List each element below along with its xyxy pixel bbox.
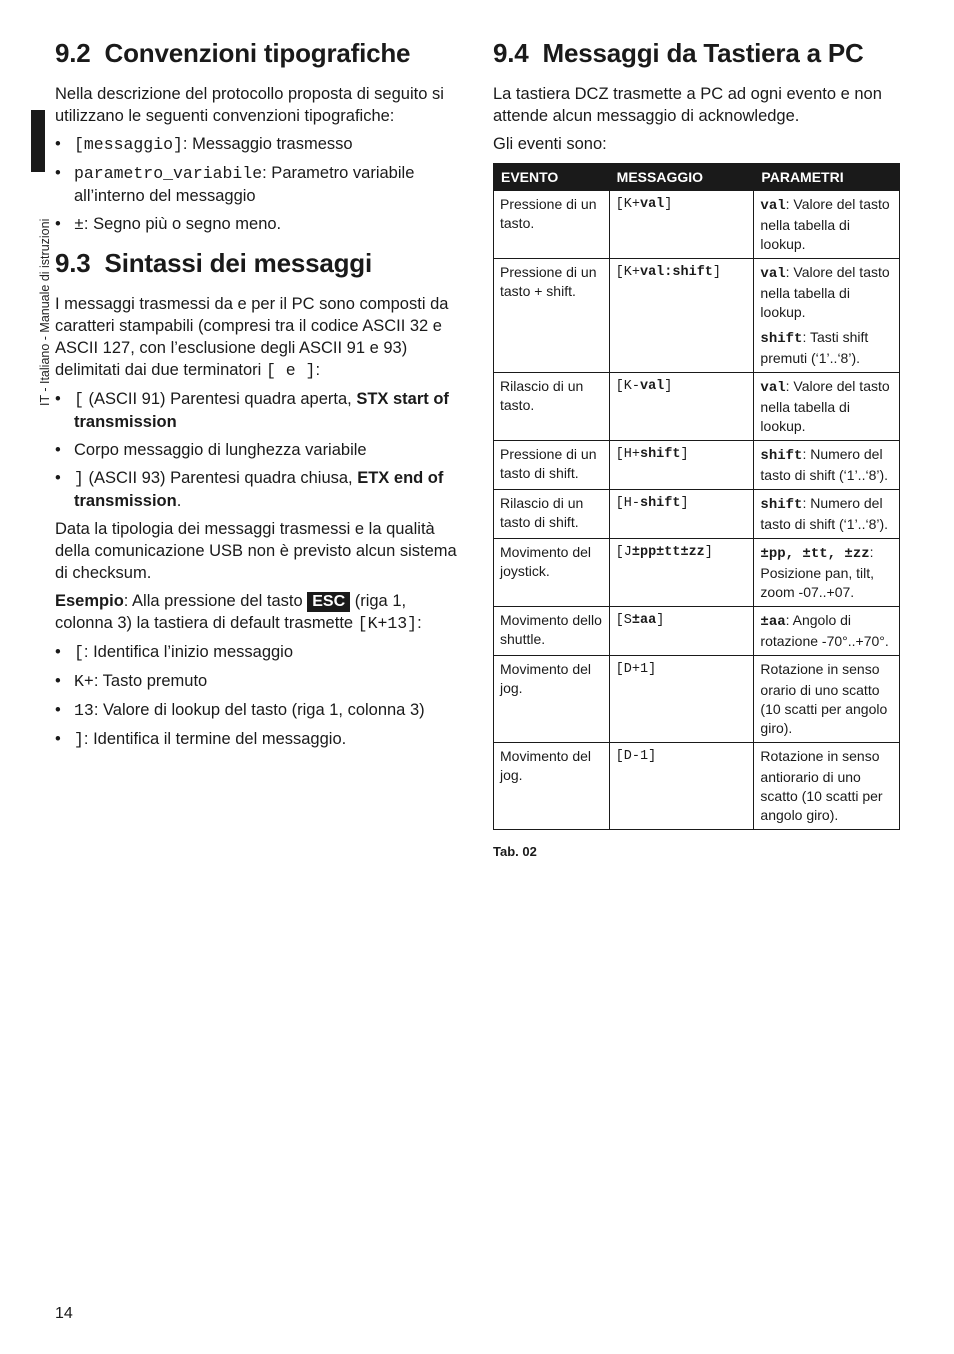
structure-text: Corpo messaggio di lunghezza variabile bbox=[74, 441, 367, 459]
example-text: : Alla pressione del tasto bbox=[123, 592, 308, 610]
parameter-line bbox=[760, 494, 893, 534]
structure-item bbox=[55, 467, 465, 512]
structure-code: [ bbox=[74, 390, 84, 409]
cell-message bbox=[609, 743, 754, 830]
events-label: Gli eventi sono: bbox=[493, 135, 607, 153]
left-column bbox=[55, 38, 465, 757]
example-item bbox=[55, 670, 465, 693]
table-body bbox=[494, 191, 900, 830]
convention-code: parametro_variabile bbox=[74, 164, 263, 183]
cell-message bbox=[609, 539, 754, 607]
checksum-note: Data la tipologia dei messaggi trasmessi e la qualità della comunicazione USB non è previsto alcun sistema di checksum. bbox=[55, 520, 457, 582]
table-header-row bbox=[494, 164, 900, 191]
parameter-text: : Numero del tasto di shift (‘1’..‘8’). bbox=[760, 446, 889, 483]
message-pre: [K+ bbox=[615, 197, 640, 212]
side-manual-label: IT - Italiano - Manuale di istruzioni bbox=[38, 218, 52, 406]
example-item-text: : Identifica l’inizio messaggio bbox=[83, 643, 294, 661]
parameter-code: shift bbox=[760, 497, 803, 513]
section-9-4-number: 9.4 bbox=[493, 38, 529, 68]
parameter-text: Rotazione in senso antiorario di uno scatto (10 scatti per angolo giro). bbox=[760, 748, 883, 823]
cell-message bbox=[609, 191, 754, 259]
message-post: ] bbox=[656, 613, 665, 628]
parameter-line bbox=[760, 445, 893, 485]
section-9-3 bbox=[55, 248, 465, 751]
section-9-3-intro bbox=[55, 293, 465, 382]
parameter-line bbox=[760, 747, 893, 825]
message-pre: [D+1] bbox=[615, 662, 657, 677]
cell-event: Rilascio di un tasto. bbox=[494, 373, 610, 441]
example-item bbox=[55, 699, 465, 722]
message-pre: [H- bbox=[615, 496, 640, 511]
parameter-line bbox=[760, 328, 893, 368]
structure-item bbox=[55, 439, 465, 461]
events-table bbox=[493, 163, 900, 830]
header-messaggio: MESSAGGIO bbox=[609, 164, 754, 191]
message-post: ] bbox=[680, 496, 689, 511]
section-9-3-title: Sintassi dei messaggi bbox=[104, 248, 373, 278]
parameter-code: shift bbox=[760, 331, 803, 347]
parameter-line bbox=[760, 377, 893, 436]
parameter-text: : Numero del tasto di shift (‘1’..‘8’). bbox=[760, 495, 889, 532]
cell-event: Movimento del joystick. bbox=[494, 539, 610, 607]
parameter-text: : Valore del tasto nella tabella di lookup. bbox=[760, 196, 890, 252]
cell-event: Pressione di un tasto + shift. bbox=[494, 259, 610, 373]
table-row bbox=[494, 743, 900, 830]
cell-event: Pressione di un tasto. bbox=[494, 191, 610, 259]
structure-bold: ETX end of transmission bbox=[74, 469, 444, 510]
structure-item bbox=[55, 388, 465, 433]
cell-parameters bbox=[754, 490, 900, 539]
message-bold: ±pp±tt±zz bbox=[631, 545, 705, 560]
side-marker-bar bbox=[31, 110, 45, 172]
example-colon: : bbox=[417, 614, 422, 632]
cell-parameters bbox=[754, 373, 900, 441]
cell-message bbox=[609, 607, 754, 656]
section-9-4-heading bbox=[493, 38, 900, 69]
parameter-code: shift bbox=[760, 448, 803, 464]
cell-parameters bbox=[754, 539, 900, 607]
structure-text: (ASCII 91) Parentesi quadra aperta, bbox=[83, 390, 357, 408]
table-caption: Tab. 02 bbox=[493, 844, 537, 859]
parameter-line bbox=[760, 543, 893, 602]
example-item-code: [ bbox=[74, 643, 84, 662]
table-row bbox=[494, 191, 900, 259]
example-item-code: K+ bbox=[74, 672, 94, 691]
parameter-code: val bbox=[760, 380, 786, 396]
structure-bold: STX start of transmission bbox=[74, 390, 449, 431]
message-pre: [S bbox=[615, 613, 632, 628]
section-9-2-title: Convenzioni tipografiche bbox=[104, 38, 411, 68]
cell-parameters bbox=[754, 259, 900, 373]
cell-event: Movimento dello shuttle. bbox=[494, 607, 610, 656]
message-post: ] bbox=[712, 265, 722, 280]
section-9-2-number: 9.2 bbox=[55, 38, 91, 68]
convention-code: ± bbox=[74, 215, 84, 234]
cell-parameters bbox=[754, 441, 900, 490]
section-9-3-heading bbox=[55, 248, 465, 279]
message-bold: ±aa bbox=[631, 613, 657, 628]
cell-event: Rilascio di un tasto di shift. bbox=[494, 490, 610, 539]
cell-parameters bbox=[754, 191, 900, 259]
parameter-line bbox=[760, 195, 893, 254]
structure-tail: . bbox=[176, 492, 182, 510]
example-item-text: : Identifica il termine del messaggio. bbox=[83, 730, 347, 748]
cell-message bbox=[609, 373, 754, 441]
cell-message bbox=[609, 259, 754, 373]
table-row bbox=[494, 373, 900, 441]
example-text: (riga 1, colonna 3) la tastiera di default trasmette bbox=[55, 592, 407, 632]
convention-item bbox=[55, 213, 465, 236]
parameter-line bbox=[760, 263, 893, 322]
section-9-3-number: 9.3 bbox=[55, 248, 91, 278]
parameter-text: : Valore del tasto nella tabella di lookup. bbox=[760, 378, 890, 434]
message-pre: [K+ bbox=[615, 265, 640, 280]
parameter-code: val bbox=[760, 198, 786, 214]
cell-event: Movimento del jog. bbox=[494, 656, 610, 743]
parameter-text: : Posizione pan, tilt, zoom -07..+07. bbox=[760, 544, 875, 600]
example-label: Esempio bbox=[55, 592, 124, 610]
message-pre: [K- bbox=[615, 379, 640, 394]
convention-text: : Parametro variabile all’interno del messaggio bbox=[74, 164, 415, 205]
structure-text: (ASCII 93) Parentesi quadra chiusa, bbox=[83, 469, 358, 487]
parameter-text: : Tasti shift premuti (‘1’..‘8’). bbox=[760, 329, 869, 366]
section-9-4-intro: La tastiera DCZ trasmette a PC ad ogni evento e non attende alcun messaggio di acknowledge. bbox=[493, 85, 882, 125]
parameter-line bbox=[760, 660, 893, 738]
section-9-4 bbox=[493, 38, 900, 859]
message-pre: [D-1] bbox=[615, 749, 657, 764]
message-bold: val bbox=[639, 197, 665, 212]
convention-list bbox=[55, 133, 465, 236]
parameter-text: Rotazione in senso orario di uno scatto (10 scatti per angolo giro). bbox=[760, 661, 888, 736]
table-row bbox=[494, 607, 900, 656]
section-9-2-intro: Nella descrizione del protocollo proposta di seguito si utilizzano le seguenti convenzioni tipografiche: bbox=[55, 85, 444, 125]
message-post: ] bbox=[664, 379, 673, 394]
intro-text: I messaggi trasmessi da e per il PC sono composti da caratteri stampabili (compresi tra il codice ASCII 32 e ASCII 127, con l’esclusione degli ASCII 91 e 93) delimitati dai due terminatori bbox=[55, 295, 449, 379]
parameter-code: ±aa bbox=[760, 614, 786, 630]
convention-text: : Messaggio trasmesso bbox=[182, 135, 353, 153]
message-bold: shift bbox=[639, 447, 681, 462]
parameter-code: ±pp, ±tt, ±zz bbox=[760, 546, 870, 562]
example-item bbox=[55, 728, 465, 751]
cell-parameters bbox=[754, 607, 900, 656]
header-evento: EVENTO bbox=[494, 164, 610, 191]
convention-text: : Segno più o segno meno. bbox=[83, 215, 282, 233]
example-code: [K+13] bbox=[357, 614, 418, 633]
parameter-text: : Angolo di rotazione -70°..+70°. bbox=[760, 612, 889, 649]
message-structure-list bbox=[55, 388, 465, 512]
parameter-line bbox=[760, 611, 893, 651]
example-item bbox=[55, 641, 465, 664]
example-item-text: : Tasto premuto bbox=[93, 672, 208, 690]
example-item-text: : Valore di lookup del tasto (riga 1, colonna 3) bbox=[93, 701, 425, 719]
section-9-4-title: Messaggi da Tastiera a PC bbox=[542, 38, 864, 68]
message-post: ] bbox=[704, 545, 713, 560]
parameter-code: val bbox=[760, 266, 786, 282]
header-parametri: PARAMETRI bbox=[754, 164, 900, 191]
table-row bbox=[494, 259, 900, 373]
intro-colon: : bbox=[315, 361, 321, 379]
right-column bbox=[493, 38, 900, 859]
example-list bbox=[55, 641, 465, 751]
example-item-code: 13 bbox=[74, 701, 94, 720]
message-post: ] bbox=[680, 447, 689, 462]
esc-key-badge: ESC bbox=[307, 592, 350, 612]
table-row bbox=[494, 490, 900, 539]
cell-event: Pressione di un tasto di shift. bbox=[494, 441, 610, 490]
table-row bbox=[494, 539, 900, 607]
section-9-2-heading bbox=[55, 38, 465, 69]
cell-message bbox=[609, 490, 754, 539]
parameter-text: : Valore del tasto nella tabella di lookup. bbox=[760, 264, 890, 320]
example-item-code: ] bbox=[74, 730, 84, 749]
message-pre: [H+ bbox=[615, 447, 640, 462]
table-row bbox=[494, 656, 900, 743]
section-9-2 bbox=[55, 38, 465, 236]
message-bold: shift bbox=[639, 496, 681, 511]
convention-code: [messaggio] bbox=[74, 135, 183, 154]
cell-message bbox=[609, 656, 754, 743]
cell-parameters bbox=[754, 656, 900, 743]
page-number: 14 bbox=[55, 1305, 73, 1322]
message-post: ] bbox=[664, 197, 673, 212]
example-paragraph bbox=[55, 590, 465, 635]
terminators-code: [ e ] bbox=[265, 361, 316, 380]
message-bold: val:shift bbox=[639, 265, 713, 280]
message-bold: val bbox=[639, 379, 665, 394]
convention-item bbox=[55, 133, 465, 156]
table-row bbox=[494, 441, 900, 490]
structure-code: ] bbox=[74, 469, 84, 488]
message-pre: [J bbox=[615, 545, 632, 560]
cell-event: Movimento del jog. bbox=[494, 743, 610, 830]
cell-message bbox=[609, 441, 754, 490]
convention-item bbox=[55, 162, 465, 207]
cell-parameters bbox=[754, 743, 900, 830]
